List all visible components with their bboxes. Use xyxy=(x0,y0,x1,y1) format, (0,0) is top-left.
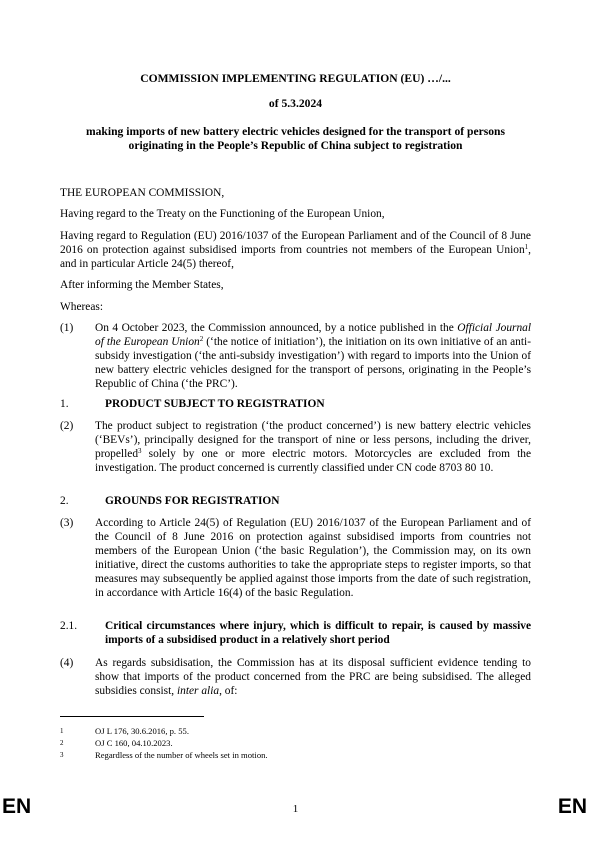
footnote-text: OJ L 176, 30.6.2016, p. 55. xyxy=(95,726,189,736)
footnote-ref-3[interactable]: 3 xyxy=(138,447,142,455)
regulation-subject-line-2: originating in the People’s Republic of China subject to registration xyxy=(128,139,463,152)
footnote-separator xyxy=(60,716,204,717)
section-number: 1. xyxy=(60,398,69,410)
recital-4 xyxy=(60,656,531,698)
footnote-ref-2[interactable]: 2 xyxy=(199,335,204,343)
recital-text: According to Article 24(5) of Regulation (EU) 2016/1037 of the European Parliament and of the Council of 8 June 2016 on protection against subsidised imports from countries not members of the European Union (‘the basic Regulation’), the Commission may, on its own initiative, direct the customs authorities to take the appropriate steps to register imports, so that measures may subsequently be applied against those imports from the date of such registration, in accordance with Article 16(4) of the basic Regulation. xyxy=(95,517,531,599)
recital-4-text-end: , of: xyxy=(219,685,238,697)
recital-1-text: On 4 October 2023, the Commission announced, by a notice published in the xyxy=(95,322,458,334)
language-code-right: EN xyxy=(557,795,587,818)
footnote-text: OJ C 160, 04.10.2023. xyxy=(95,738,173,748)
section-title: PRODUCT SUBJECT TO REGISTRATION xyxy=(105,398,325,410)
recital-number: (4) xyxy=(60,657,74,669)
recital-2-text-end: solely by one or more electric motors. Motorcycles are excluded from the investigation. The product concerned is currently classified under CN code 8703 80 10. xyxy=(95,448,531,474)
footnote-text: Regardless of the number of wheels set in motion. xyxy=(95,750,268,760)
recital-2-text: The product subject to registration (‘the product concerned’) is new battery electric vehicles (‘BEVs’), principally designed for the transport of nine or less persons, including the driver, propelled xyxy=(95,420,531,460)
regulation-subject xyxy=(60,125,531,153)
recital-3 xyxy=(60,516,531,600)
recital-2 xyxy=(60,419,531,475)
section-number: 2.1. xyxy=(60,620,78,632)
footnote-2 xyxy=(60,738,530,749)
recital-1 xyxy=(60,321,531,391)
section-heading-2-1 xyxy=(60,619,531,647)
preamble-regulation-reference xyxy=(60,229,531,271)
recital-text xyxy=(95,656,531,698)
footnote-ref-1[interactable]: 1 xyxy=(524,243,529,251)
recital-1-text-end: (‘the notice of initiation’), the initiation on its own initiative of an anti-subsidy investigation (‘the anti-subsidy investigation’) with regard to imports into the Union of new battery electric vehicles designed for the transport of persons, originating in the People’s Republic of China (‘the PRC’). xyxy=(95,336,532,390)
footnote-3 xyxy=(60,750,530,761)
preamble-commission: THE EUROPEAN COMMISSION, xyxy=(60,187,225,199)
recital-number: (2) xyxy=(60,420,74,432)
preamble-treaty: Having regard to the Treaty on the Functioning of the European Union, xyxy=(60,208,385,220)
section-heading-1 xyxy=(60,397,531,411)
recital-text xyxy=(95,419,531,475)
section-number: 2. xyxy=(60,495,69,507)
recital-4-italic: inter alia xyxy=(176,685,220,697)
footnote-number: 3 xyxy=(60,751,64,759)
recital-4-text: As regards subsidisation, the Commission has at its disposal sufficient evidence tending to show that imports of the product concerned from the PRC are being subsidised. The alleged subsidies consist, xyxy=(95,657,531,697)
regulation-ref-text: Having regard to Regulation (EU) 2016/1037 of the European Parliament and of the Council of 8 June 2016 on protection against subsidised imports from countries not members of the European Union xyxy=(60,230,531,256)
footnote-1 xyxy=(60,726,530,737)
recital-number: (1) xyxy=(60,322,74,334)
section-heading-2 xyxy=(60,494,531,508)
recital-number: (3) xyxy=(60,517,74,529)
regulation-subject-line-1: making imports of new battery electric vehicles designed for the transport of persons xyxy=(85,125,506,138)
page-number: 1 xyxy=(292,803,299,815)
preamble-informing: After informing the Member States, xyxy=(60,279,224,291)
footnote-number: 2 xyxy=(60,739,64,747)
recital-1-italic: Official Journal of the European Union xyxy=(95,322,531,348)
footnote-number: 1 xyxy=(60,727,64,735)
regulation-ref-text-end: , and in particular Article 24(5) thereof, xyxy=(60,244,531,270)
regulation-date: of 5.3.2024 xyxy=(268,97,323,110)
preamble-whereas: Whereas: xyxy=(60,301,104,313)
language-code-left: EN xyxy=(2,795,32,818)
recital-text xyxy=(95,321,531,391)
section-title: GROUNDS FOR REGISTRATION xyxy=(105,495,280,507)
section-title: Critical circumstances where injury, which is difficult to repair, is caused by massive imports of a subsidised product in a relatively short period xyxy=(105,620,531,646)
regulation-title: COMMISSION IMPLEMENTING REGULATION (EU) …/... xyxy=(140,72,451,85)
